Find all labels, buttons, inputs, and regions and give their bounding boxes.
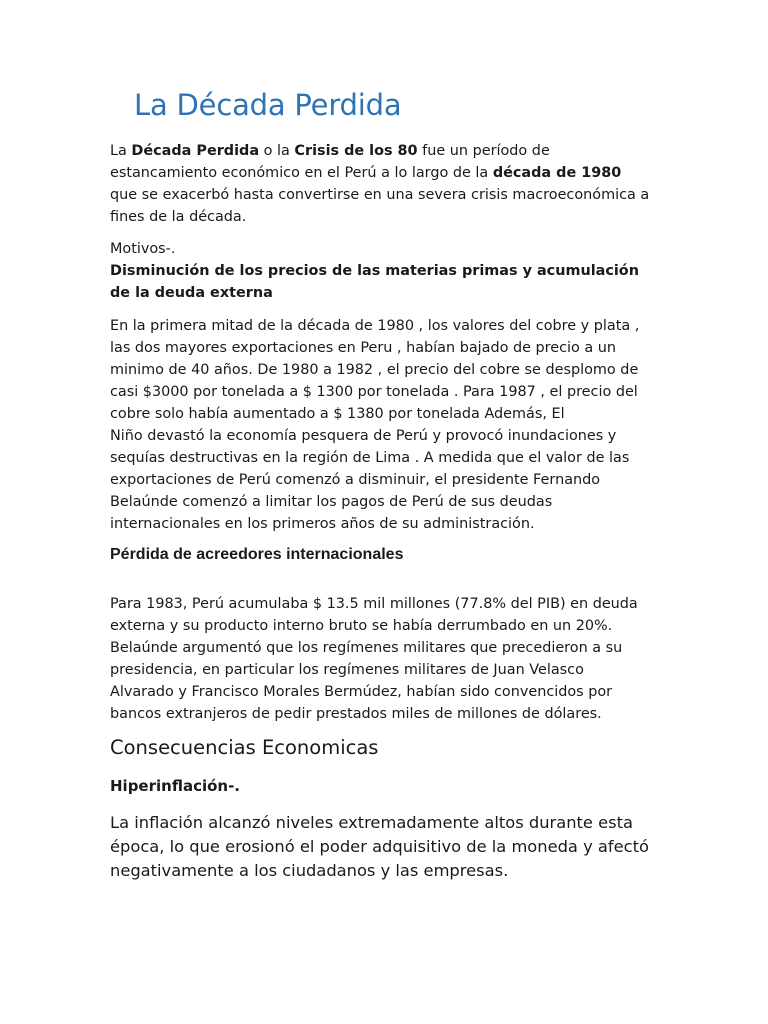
motivos-heading: Disminución de los precios de las materias primas y acumulación de la deuda externa: [110, 263, 639, 301]
body-paragraph-1: [110, 315, 650, 535]
paragraph-line: cobre solo había aumentado a $ 1380 por tonelada Además, El: [110, 406, 565, 422]
paragraph-line: Alvarado y Francisco Morales Bermúdez, habían sido convencidos por: [110, 684, 613, 700]
subsection-heading-hiperinflacion: Hiperinflación-.: [110, 777, 241, 795]
paragraph-line: Belaúnde argumentó que los regímenes militares que precedieron a su: [110, 640, 623, 656]
paragraph-line: Niño devastó la economía pesquera de Perú y provocó inundaciones y: [110, 428, 617, 444]
paragraph-line: En la primera mitad de la década de 1980 , los valores del cobre y plata ,: [110, 318, 640, 334]
paragraph-line: bancos extranjeros de pedir prestados miles de millones de dólares.: [110, 706, 602, 722]
section-heading-consecuencias: Consecuencias Economicas: [110, 736, 379, 759]
intro-text: que se exacerbó hasta convertirse en una severa crisis macroeconómica a fines de la década.: [110, 187, 650, 225]
section-heading-acreedores: Pérdida de acreedores internacionales: [110, 546, 404, 563]
paragraph-line: Para 1983, Perú acumulaba $ 13.5 mil millones (77.8% del PIB) en deuda: [110, 596, 638, 612]
paragraph-line: exportaciones de Perú comenzó a disminuir, el presidente Fernando: [110, 472, 601, 488]
intro-bold-term: Década Perdida: [131, 143, 260, 159]
body-paragraph-2: [110, 593, 650, 725]
paragraph-line: externa y su producto interno bruto se había derrumbado en un 20%.: [110, 618, 613, 634]
document-title: La Década Perdida: [134, 88, 402, 122]
intro-text: fue un período de estancamiento económico en el Perú a lo largo de la: [110, 143, 550, 181]
paragraph-line: La inflación alcanzó niveles extremadamente altos durante esta: [110, 813, 633, 832]
paragraph-line: casi $3000 por tonelada a $ 1300 por tonelada . Para 1987 , el precio del: [110, 384, 638, 400]
paragraph-line: minimo de 40 años. De 1980 a 1982 , el precio del cobre se desplomo de: [110, 362, 639, 378]
paragraph-line: internacionales en los primeros años de su administración.: [110, 516, 535, 532]
intro-text: La: [110, 143, 132, 159]
paragraph-line: sequías destructivas en la región de Lima . A medida que el valor de las: [110, 450, 630, 466]
intro-bold-term: década de 1980: [492, 165, 622, 181]
body-paragraph-3: [110, 811, 670, 883]
paragraph-line: las dos mayores exportaciones en Peru , habían bajado de precio a un: [110, 340, 617, 356]
paragraph-line: presidencia, en particular los regímenes militares de Juan Velasco: [110, 662, 584, 678]
paragraph-line: negativamente a los ciudadanos y las empresas.: [110, 861, 509, 880]
paragraph-line: Belaúnde comenzó a limitar los pagos de Perú de sus deudas: [110, 494, 553, 510]
paragraph-line: época, lo que erosionó el poder adquisitivo de la moneda y afectó: [110, 837, 649, 856]
intro-bold-term: Crisis de los 80: [294, 143, 418, 159]
intro-paragraph: [110, 140, 650, 228]
motivos-label: Motivos-.: [110, 241, 176, 257]
intro-text: o la: [259, 143, 295, 159]
